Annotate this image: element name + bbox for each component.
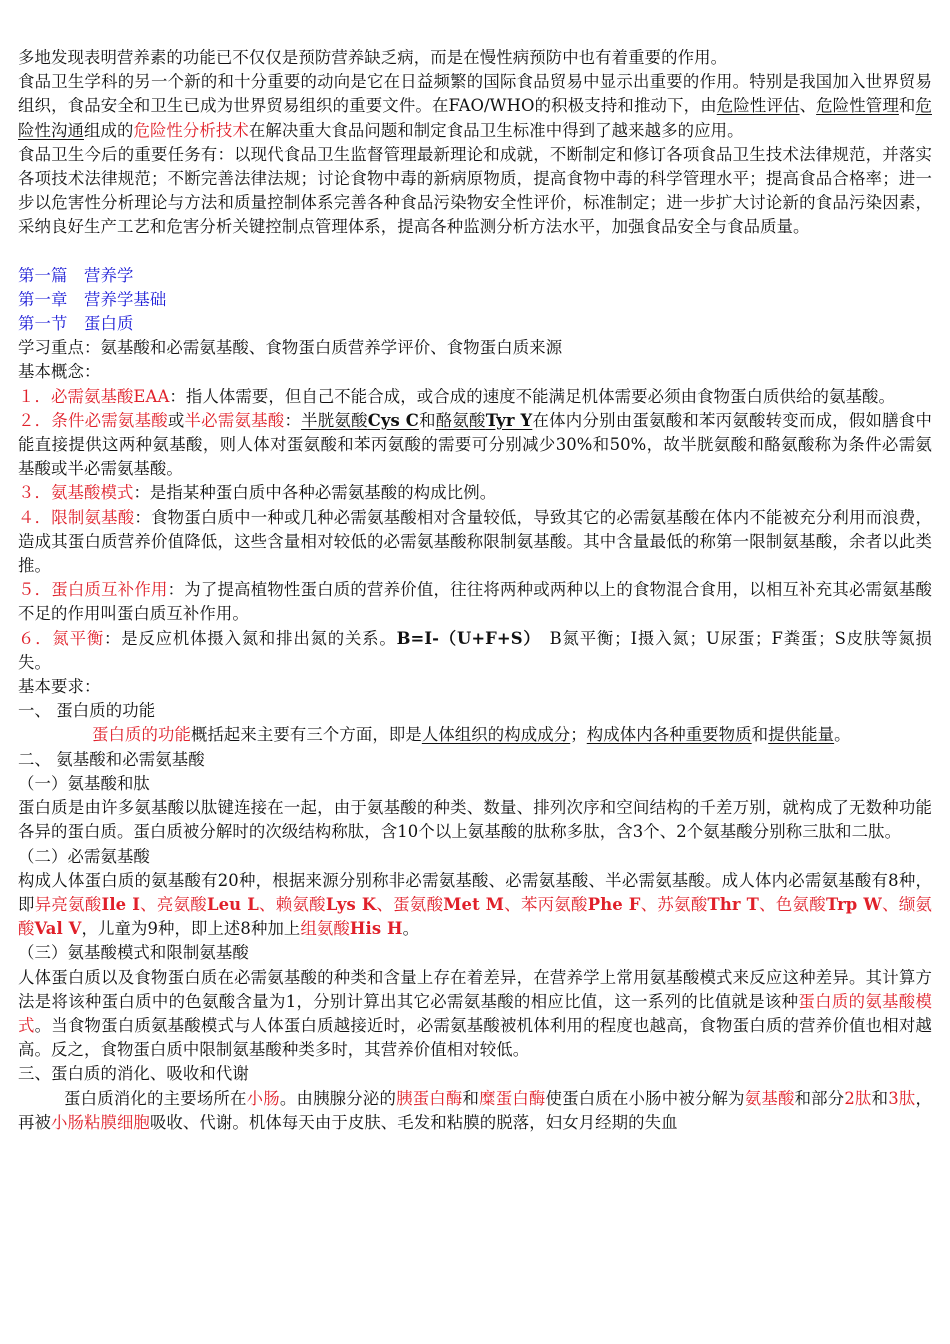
definition-term: 条件必需氨基酸 (51, 410, 168, 430)
term-tripeptide: 3肽 (888, 1088, 916, 1108)
definition-3 (18, 481, 932, 505)
amino-acid-code: Leu L (207, 894, 259, 914)
text-segment: 蛋白质消化的主要场所在 (64, 1088, 247, 1108)
amino-acid-name: 赖氨酸 (275, 894, 326, 914)
text-segment: 使蛋白质在小肠中被分解为 (545, 1088, 745, 1108)
separator: 、 (881, 894, 899, 914)
text-segment: 或 (167, 410, 185, 430)
definition-text: ：为了提高植物性蛋白质的营养价值，往往将两种或两种以上的食物混合食用，以相互补充其必需氨基酸不足的作用叫蛋白质互补作用。 (18, 580, 932, 624)
definition-text: 在体内分别由蛋氨酸和苯丙氨酸转变而成，假如膳食中能直接提供这两种氨基酸，则人体对蛋氨酸和苯丙氨酸的需要可分别减少30%和50%，故半胱氨酸和酪氨酸称为条件必需氨基酸或半必需氨基酸。 (18, 410, 932, 479)
definition-number: １． (18, 386, 51, 406)
text-segment: 和 (871, 1088, 889, 1108)
term-small-intestine: 小肠 (246, 1088, 280, 1108)
amino-acid-code: His H (349, 919, 403, 939)
text-segment: 和 (751, 725, 769, 745)
nitrogen-balance-formula: B=I-（U+F+S） (396, 628, 533, 648)
term-cysteine: 半胱氨酸 (301, 410, 368, 430)
text-segment: 。 (834, 725, 851, 745)
term-dipeptide: 2肽 (844, 1088, 872, 1108)
paragraph-future-tasks: 食品卫生今后的重要任务有：以现代食品卫生监督管理最新理论和成就，不断制定和修订各项食品卫生技术法律规范，并落实各项技术法律规范；不断完善法律法规；讨论食物中毒的新病原物质，提高食物中毒的科学管理水平；提高食品合格率；进一步以危害性分析理论与方法和质量控制体系完善各种食品污染物安全性评价，标准制定；进一步扩大讨论新的食品污染因素，采纳良好生产工艺和危害分析关键控制点管理体系，提高各种监测分析方法水平，加强食品安全与食品质量。 (18, 144, 932, 237)
text-segment: 和 (898, 96, 916, 116)
text-segment: 。 (402, 919, 420, 939)
definition-term: 氨基酸模式 (50, 483, 134, 503)
amino-acid-name: 组氨酸 (300, 919, 350, 939)
amino-acid-code: Lys K (325, 894, 377, 914)
definition-2 (18, 409, 932, 482)
separator: 、 (139, 894, 157, 914)
separator: 、 (258, 894, 276, 914)
definition-term: 限制氨基酸 (51, 507, 135, 527)
separator: 、 (758, 894, 776, 914)
heading-section: 第一节 蛋白质 (18, 314, 134, 334)
text-segment: 组成的 (83, 120, 134, 140)
definition-term: 蛋白质互补作用 (51, 580, 168, 600)
term-amino-acid-pattern: 蛋白质的氨基酸模式 (18, 991, 932, 1035)
definition-term: 必需氨基酸EAA (50, 386, 170, 406)
text-segment: 、 (799, 96, 817, 116)
term-tyrosine: 酪氨酸 (435, 410, 486, 430)
text-segment: ； (570, 725, 587, 745)
separator: 、 (640, 894, 658, 914)
amino-acid-name: 缬氨酸 (18, 894, 933, 939)
definition-6 (18, 627, 932, 675)
subsection-2-text (18, 869, 932, 942)
text-segment: 食品卫生学科的另一个新的和十分重要的动向是它在日益频繁的国际食品贸易中显示出重要的作用。特别是我国加入世界贸易组织，食品安全和卫生已成为世界贸易组织的重要文件。在FAO/WHO的积极支持和推动下，由 (18, 72, 932, 116)
amino-acid-name: 苏氨酸 (657, 894, 708, 914)
function-energy: 提供能量 (768, 725, 835, 745)
term-risk-communication: 危险性沟通 (18, 96, 932, 140)
term-chymotrypsin: 糜蛋白酶 (479, 1088, 546, 1108)
definition-number: ３． (18, 483, 51, 503)
term-risk-management: 危险性管理 (816, 96, 899, 116)
text-segment: 和 (462, 1088, 480, 1108)
text-segment: 在解决重大食品问题和制定食品卫生标准中得到了越来越多的应用。 (248, 120, 744, 140)
text-segment: 。当食物蛋白质氨基酸模式与人体蛋白质越接近时，必需氨基酸被机体利用的程度也越高，食物蛋白质的营养价值也相对越高。反之，食物蛋白质中限制氨基酸种类多时，其营养价值相对较低。 (18, 1015, 932, 1060)
text-segment: 吸收、代谢。机体每天由于皮肤、毛发和粘膜的脱落，妇女月经期的失血 (149, 1112, 678, 1132)
subsection-1-title: （一）氨基酸和肽 (18, 773, 150, 793)
subsection-3-text (18, 966, 932, 1063)
section-1-title: 一、 蛋白质的功能 (18, 701, 156, 721)
text-segment: ，儿童为9种，即上述8种加上 (81, 919, 301, 939)
separator: 、 (504, 894, 521, 914)
amino-acid-name: 亮氨酸 (156, 894, 208, 914)
definition-term: 氮平衡 (52, 628, 105, 648)
basic-requirements-label: 基本要求： (18, 677, 101, 697)
amino-acid-code: Ile I (101, 894, 140, 914)
learning-focus: 学习重点：氨基酸和必需氨基酸、食物蛋白质营养学评价、食物蛋白质来源 (18, 338, 563, 358)
definition-term: 半必需氨基酸 (184, 410, 285, 430)
text-segment: 人体蛋白质以及食物蛋白质在必需氨基酸的种类和含量上存在着差异，在营养学上常用氨基酸模式来反应这种差异。其计算方法是将该种蛋白质中的色氨酸含量为1，分别计算出其它必需氨基酸的相应比值，这一系列的比值就是该种 (18, 967, 932, 1011)
section-2-title: 二、 氨基酸和必需氨基酸 (18, 749, 205, 769)
amino-acid-code: Val V (34, 919, 82, 939)
amino-acid-code: Met M (443, 894, 505, 914)
text-segment: 。由胰腺分泌的 (279, 1088, 397, 1108)
definition-4 (18, 506, 932, 579)
definition-text: ：食物蛋白质中一种或几种必需氨基酸相对含量较低，导致其它的必需氨基酸在体内不能被充分利用而浪费，造成其蛋白质营养价值降低，这些含量相对较低的必需氨基酸称限制氨基酸。其中含量最低的称第一限制氨基酸，余者以此类推。 (18, 507, 933, 576)
heading-part: 第一篇 营养学 (18, 265, 134, 285)
amino-acid-code: Thr T (707, 894, 759, 914)
formula-legend: B氮平衡；I摄入氮；U尿蛋；F粪蛋；S皮肤等氮损失。 (18, 628, 932, 672)
definition-text: ：指人体需要，但自己不能合成，或合成的速度不能满足机体需要必须由食物蛋白质供给的氨基酸。 (169, 386, 895, 406)
paragraph-food-hygiene-trend (18, 70, 932, 143)
subsection-3-title: （三）氨基酸模式和限制氨基酸 (18, 943, 249, 963)
definition-text: ：是反应机体摄入氮和排出氮的关系。 (104, 628, 397, 648)
code-tyrosine: Tyr Y (485, 410, 533, 430)
subsection-1-text: 蛋白质是由许多氨基酸以肽键连接在一起，由于氨基酸的种类、数量、排列次序和空间结构的千差万别，就构成了无数种功能各异的蛋白质。蛋白质被分解时的次级结构称肽，含10个以上氨基酸的肽称多肽，含3个、2个氨基酸分别称三肽和二肽。 (18, 798, 932, 842)
text-segment: 概括起来主要有三个方面，即是 (190, 725, 422, 745)
text-segment: 构成人体蛋白质的氨基酸有20种，根据来源分别称非必需氨基酸、必需氨基酸、半必需氨基酸。成人体内必需氨基酸有8种，即 (18, 870, 932, 914)
text-segment: ，再被 (18, 1088, 932, 1132)
definition-text: ：是指某种蛋白质中各种必需氨基酸的构成比例。 (133, 483, 497, 503)
text-segment: ： (284, 410, 302, 430)
term-risk-analysis: 危险性分析技术 (133, 120, 249, 140)
definition-number: ５． (18, 580, 52, 600)
section-3-text (18, 1087, 932, 1135)
text-segment: 和 (418, 410, 436, 430)
basic-concepts-label: 基本概念： (18, 362, 101, 382)
amino-acid-name: 苯丙氨酸 (520, 894, 588, 914)
definition-number: ４． (18, 507, 52, 527)
definition-number: ６． (18, 628, 53, 648)
definition-5 (18, 578, 932, 626)
section-3-title: 三、蛋白质的消化、吸收和代谢 (18, 1064, 249, 1084)
term-protein-function: 蛋白质的功能 (92, 725, 191, 745)
section-1-text (18, 723, 932, 747)
term-amino-acid: 氨基酸 (744, 1088, 795, 1108)
code-cysteine: Cys C (367, 410, 419, 430)
heading-chapter: 第一章 营养学基础 (18, 289, 167, 309)
term-trypsin: 胰蛋白酶 (396, 1088, 463, 1108)
subsection-2-title: （二）必需氨基酸 (18, 846, 150, 866)
spacer (18, 240, 932, 264)
amino-acid-code: Trp W (825, 894, 882, 914)
amino-acid-name: 异亮氨酸 (34, 894, 102, 914)
function-tissue: 人体组织的构成成分 (421, 725, 571, 745)
definition-1 (18, 385, 932, 409)
amino-acid-code: Phe F (587, 894, 641, 914)
function-substances: 构成体内各种重要物质 (586, 725, 752, 745)
term-risk-assessment: 危险性评估 (716, 96, 800, 116)
amino-acid-name: 蛋氨酸 (393, 894, 444, 914)
term-mucosa-cells: 小肠粘膜细胞 (50, 1112, 150, 1132)
text-segment: 和部分 (794, 1088, 845, 1108)
amino-acid-name: 色氨酸 (775, 894, 826, 914)
definition-number: ２． (18, 410, 52, 430)
separator: 、 (376, 894, 394, 914)
paragraph-nutrient-function: 多地发现表明营养素的功能已不仅仅是预防营养缺乏病，而是在慢性病预防中也有着重要的作用。 (18, 48, 728, 67)
